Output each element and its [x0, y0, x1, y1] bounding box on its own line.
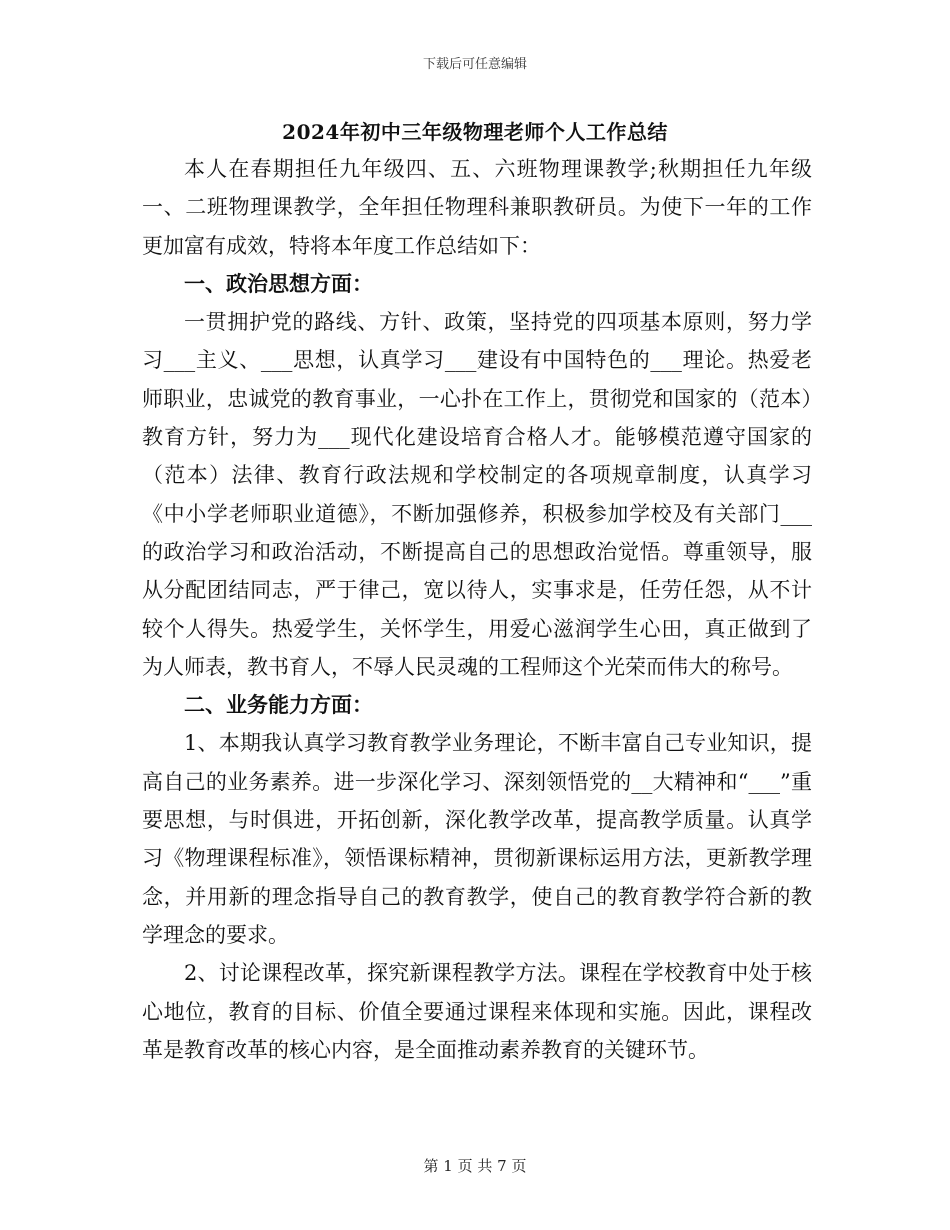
section-heading-business: 二、业务能力方面： — [184, 692, 373, 718]
page-header: 下载后可任意编辑 — [422, 57, 527, 72]
political-paragraph: 一贯拥护党的路线、方针、政策，坚持党的四项基本原则，努力学习___主义、___思想，认真学习___建设有中国特色的___理论。热爱老师职业，忠诚党的教育事业，一心扑在工作上，贯彻党和国家的（范本）教育方针，努力为___现代化建设培育合格人才。能够模范遵守国家的（范本）法律、教育行政法规和学校制定的各项规章制度，认真学习《中小学老师职业道德》，不断加强修养，积极参加学校及有关部门___的政治学习和政治活动，不断提高自己的思想政治觉悟。尊重领导，服从分配团结同志，严于律己，宽以待人，实事求是，任劳任怨，从不计较个人得失。热爱学生，关怀学生，用爱心滋润学生心田，真正做到了为人师表，教书育人，不辱人民灵魂的工程师这个光荣而伟大的称号。 — [142, 310, 812, 679]
intro-paragraph: 本人在春期担任九年级四、五、六班物理课教学;秋期担任九年级一、二班物理课教学，全年担任物理科兼职教研员。为使下一年的工作更加富有成效，特将本年度工作总结如下： — [142, 157, 812, 258]
business-paragraph-2: 2、讨论课程改革，探究新课程教学方法。课程在学校教育中处于核心地位，教育的目标、价值全要通过课程来体现和实施。因此，课程改革是教育改革的核心内容，是全面推动素养教育的关键环节。 — [142, 961, 812, 1062]
page-number-footer: 第 1 页 共 7 页 — [423, 1157, 527, 1175]
document-title: 2024年初中三年级物理老师个人工作总结 — [282, 120, 668, 144]
section-heading-political: 一、政治思想方面： — [184, 270, 373, 296]
document-body — [142, 150, 812, 1069]
business-paragraph-1: 1、本期我认真学习教育教学业务理论，不断丰富自己专业知识，提高自己的业务素养。进一步深化学习、深刻领悟党的__大精神和“___”重要思想，与时俱进，开拓创新，深化教学改革，提高教学质量。认真学习《物理课程标准》，领悟课标精神，贯彻新课标运用方法，更新教学理念，并用新的理念指导自己的教育教学，使自己的教育教学符合新的教学理念的要求。 — [142, 731, 812, 947]
